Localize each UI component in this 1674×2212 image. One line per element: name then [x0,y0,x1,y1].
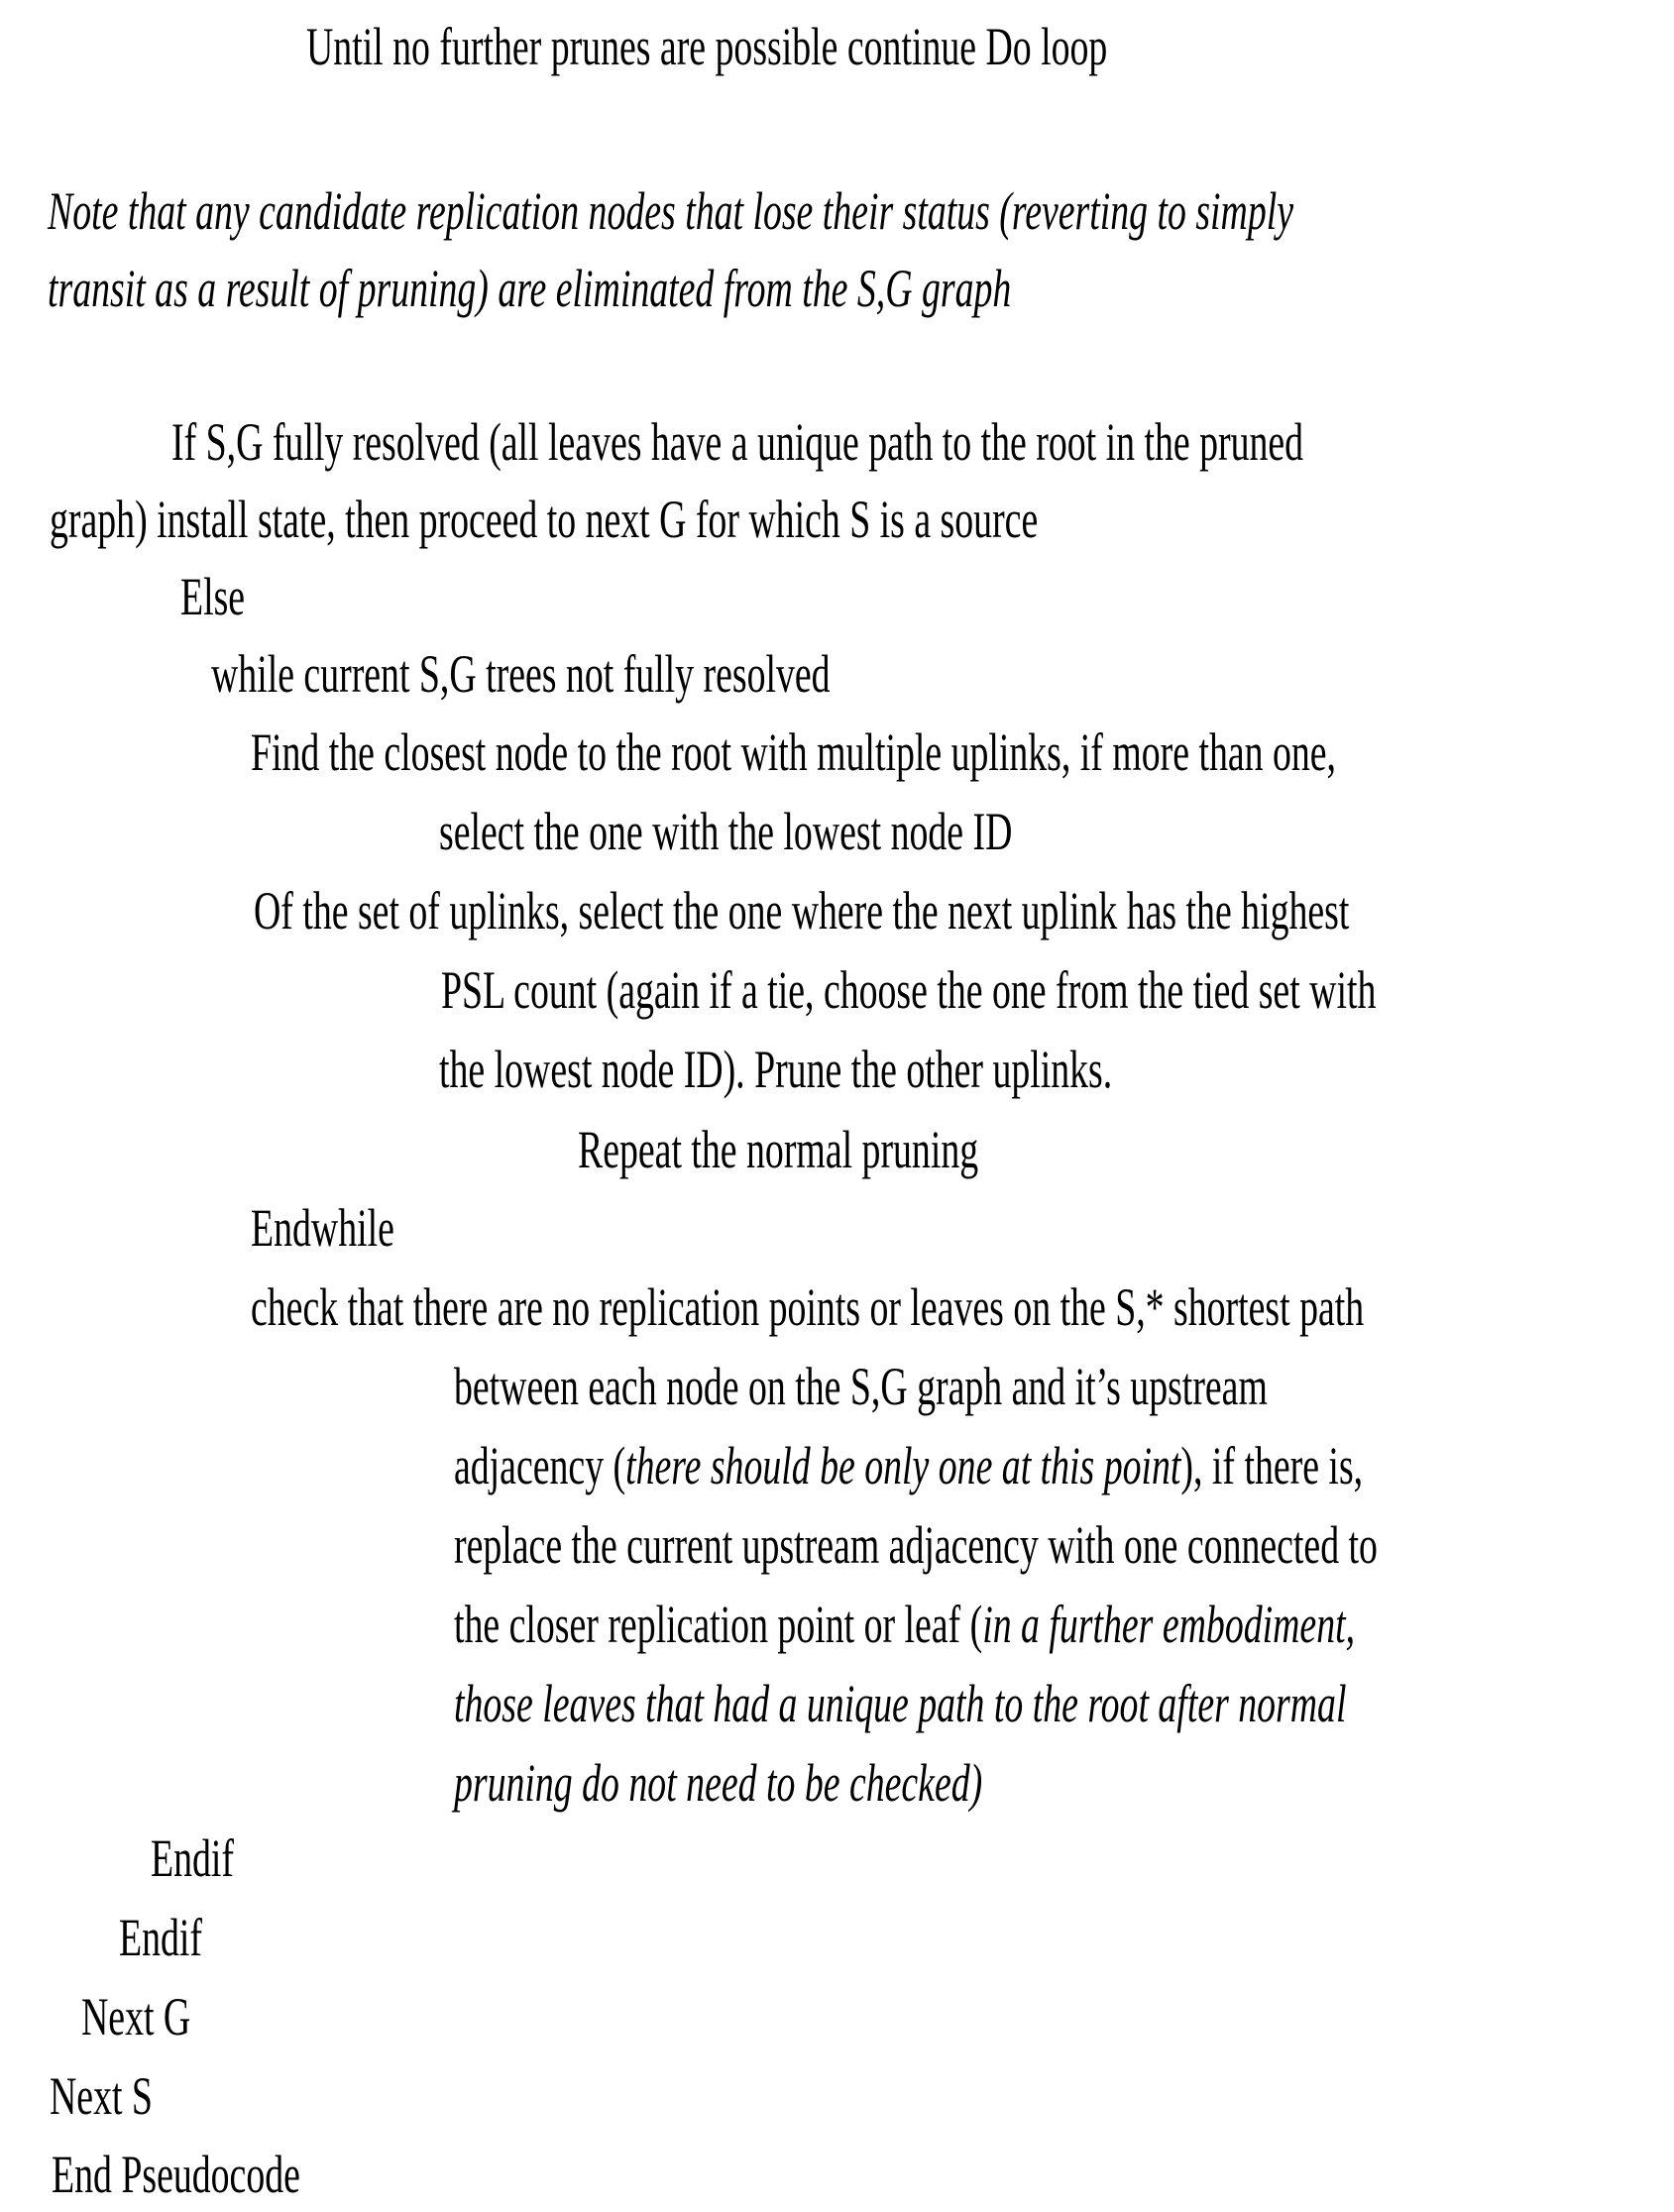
text-segment: Next S [50,2066,153,2126]
line-check-1 [251,1277,1365,1337]
text-segment: those leaves that had a unique path to the root after normal [454,1674,1347,1733]
line-uplink-select-3 [439,1040,1113,1099]
line-note-italic-2 [48,259,1012,318]
line-if-continuation [50,490,1039,549]
text-segment-italic: there should be only one at this point [625,1436,1181,1495]
text-segment: graph) install state, then proceed to next G for which S is a source [50,490,1039,549]
line-check-5 [454,1595,1356,1654]
line-uplink-select-2 [441,960,1377,1020]
text-segment: Find the closest node to the root with multiple uplinks, if more than one, [251,722,1337,782]
text-segment: pruning do not need to be checked) [454,1753,983,1813]
line-uplink-select-1 [254,881,1350,940]
line-repeat-pruning [578,1120,979,1179]
text-segment-italic: in a further embodiment, [982,1595,1356,1654]
line-check-3 [454,1436,1364,1495]
text-segment: select the one with the lowest node ID [439,802,1013,861]
text-segment: transit as a result of pruning) are eliminated from the S,G graph [48,259,1012,318]
line-note-italic-1 [48,181,1294,241]
text-segment: Next G [81,1987,191,2046]
line-until-do-loop [306,17,1108,76]
text-segment: replace the current upstream adjacency with one connected to [454,1515,1378,1575]
text-segment: End Pseudocode [52,2145,300,2204]
line-next-s [50,2066,153,2126]
line-check-2 [454,1357,1268,1416]
text-segment: Of the set of uplinks, select the one where the next uplink has the highest [254,881,1350,940]
text-segment: Endif [151,1828,234,1888]
text-segment: adjacency ( [454,1436,626,1495]
text-segment: the closer replication point or leaf ( [454,1595,983,1654]
line-find-closest-2 [439,802,1013,861]
text-segment: PSL count (again if a tie, choose the one from the tied set with [441,960,1377,1020]
text-segment: Else [180,567,246,626]
line-endif-outer [119,1908,202,1967]
line-check-6 [454,1674,1347,1733]
text-segment: Note that any candidate replication nodes that lose their status (reverting to simply [48,181,1294,241]
line-find-closest-1 [251,722,1337,782]
line-endif-inner [151,1828,234,1888]
line-if-sg-resolved [171,412,1304,472]
text-segment: If S,G fully resolved (all leaves have a unique path to the root in the pruned [171,412,1304,472]
text-segment: Repeat the normal pruning [578,1120,979,1179]
line-end-pseudocode [52,2145,300,2204]
text-segment: Until no further prunes are possible continue Do loop [306,17,1108,76]
text-segment: between each node on the S,G graph and it’s upstream [454,1357,1268,1416]
text-segment: while current S,G trees not fully resolved [211,644,831,704]
line-while [211,644,831,704]
text-segment: ), if there is, [1180,1436,1364,1495]
line-endwhile [251,1198,394,1258]
line-else [180,567,246,626]
text-segment: check that there are no replication points or leaves on the S,* shortest path [251,1277,1365,1337]
line-check-4 [454,1515,1378,1575]
text-segment: the lowest node ID). Prune the other uplinks. [439,1040,1113,1099]
text-segment: Endwhile [251,1198,394,1258]
line-check-7 [454,1753,983,1813]
line-next-g [81,1987,191,2046]
text-segment: Endif [119,1908,202,1967]
